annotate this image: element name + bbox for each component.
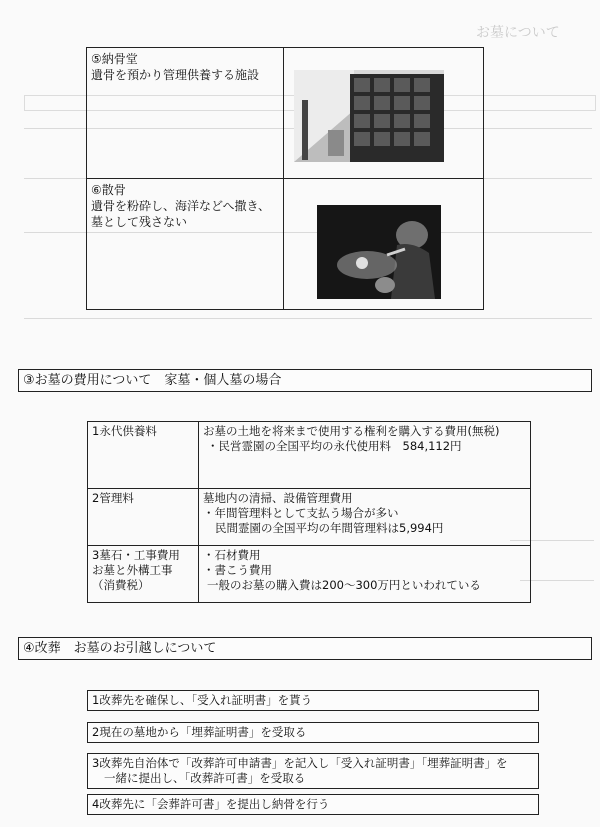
reburial-step: 2現在の墓地から「埋葬証明書」を受取る — [87, 722, 539, 743]
table-row — [88, 422, 531, 489]
table-row — [87, 48, 484, 179]
bleed-through-heading: お墓について — [476, 25, 560, 41]
reburial-step: 3改葬先自治体で「改葬許可申請書」を記入し「受入れ証明書」「埋葬証明書」を 一緒に提出し、「改葬許可書」を受取る — [87, 753, 539, 789]
cost-item-detail: 墓地内の清掃、設備管理費用 ・年間管理料として支払う場合が多い 民間霊園の全国平均の年間管理料は5,994円 — [199, 489, 531, 546]
table-row — [88, 546, 531, 603]
cost-item-name: 3墓石・工事費用 お墓と外構工事 （消費税） — [88, 546, 199, 603]
type-number: ⑥ — [91, 183, 102, 197]
scattering-ashes-photo — [317, 205, 441, 299]
type-description: 遺骨を預かり管理供養する施設 — [91, 68, 260, 82]
columbarium-lockers-photo — [294, 70, 444, 162]
type-description: 遺骨を粉砕し、海洋などへ撒き、墓として残さない — [91, 199, 271, 229]
grave-types-table — [86, 47, 484, 310]
cost-section-heading: ③お墓の費用について 家墓・個人墓の場合 — [18, 369, 592, 392]
bleed-through-line — [24, 318, 592, 319]
reburial-step: 1改葬先を確保し、「受入れ証明書」を貰う — [87, 690, 539, 711]
cost-item-detail: お墓の土地を将来まで使用する権利を購入する費用(無税) ・民営霊園の全国平均の永代使用料 584,112円 — [199, 422, 531, 489]
table-row — [87, 179, 484, 310]
reburial-section-heading: ④改葬 お墓のお引越しについて — [18, 637, 592, 660]
cost-item-name: 2管理料 — [88, 489, 199, 546]
cost-table — [87, 421, 531, 603]
cost-item-name: 1永代供養料 — [88, 422, 199, 489]
type-title: 散骨 — [101, 183, 126, 197]
table-row — [88, 489, 531, 546]
type-number: ⑤ — [91, 52, 102, 66]
type-title: 納骨堂 — [101, 52, 138, 66]
cost-item-detail: ・石材費用 ・書こう費用 一般のお墓の購入費は200～300万円といわれている — [199, 546, 531, 603]
reburial-step: 4改葬先に「会葬許可書」を提出し納骨を行う — [87, 794, 539, 815]
bleed-through-line — [520, 580, 594, 581]
